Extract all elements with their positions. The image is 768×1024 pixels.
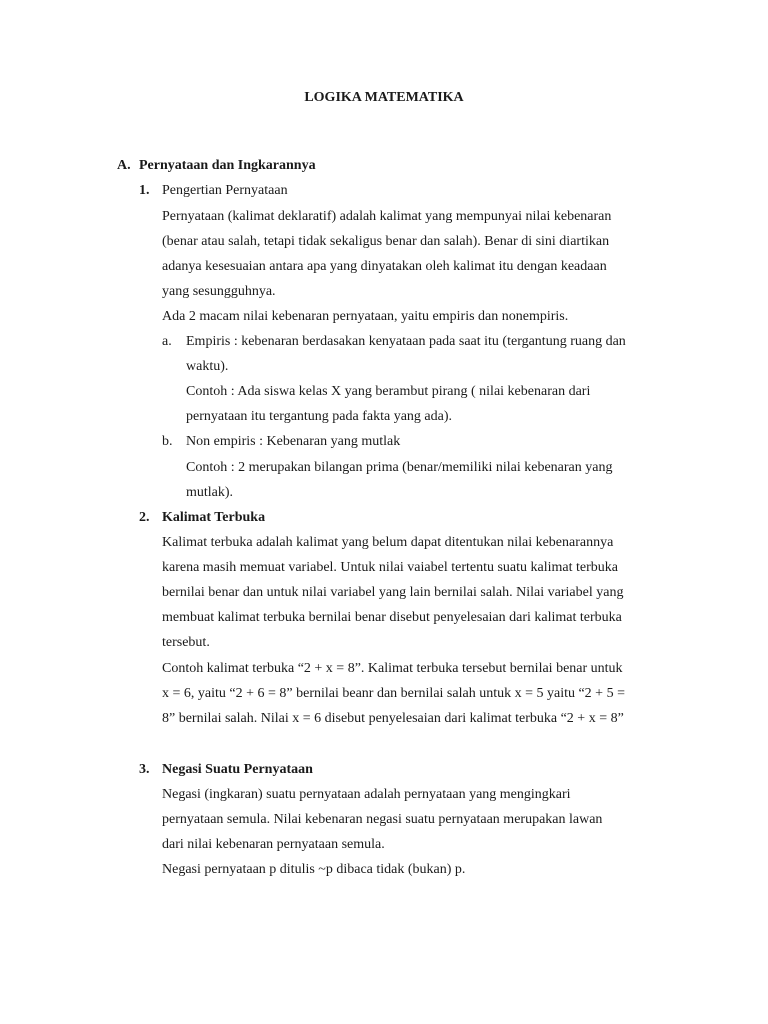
item-2-marker: 2.	[139, 510, 150, 525]
sub-item-a-line: waktu).	[186, 359, 229, 374]
item-3-heading: Negasi Suatu Pernyataan	[162, 762, 313, 777]
sub-item-a-line: Contoh : Ada siswa kelas X yang berambut pirang ( nilai kebenaran dari	[186, 384, 591, 399]
item-3-paragraph-2: Negasi pernyataan p ditulis ~p dibaca tidak (bukan) p.	[162, 862, 466, 877]
item-2-paragraph-line: membuat kalimat terbuka bernilai benar disebut penyelesaian dari kalimat terbuka	[162, 610, 622, 625]
item-2-example-line: Contoh kalimat terbuka “2 + x = 8”. Kalimat terbuka tersebut bernilai benar untuk	[162, 661, 623, 676]
item-1-paragraph-line: (benar atau salah, tetapi tidak sekaligus benar dan salah). Benar di sini diartikan	[162, 234, 610, 249]
sub-item-b-line: Contoh : 2 merupakan bilangan prima (benar/memiliki nilai kebenaran yang	[186, 460, 613, 475]
item-2-heading: Kalimat Terbuka	[162, 510, 266, 525]
item-3-paragraph-line: pernyataan semula. Nilai kebenaran negasi suatu pernyataan merupakan lawan	[162, 812, 603, 827]
item-2-paragraph-line: bernilai benar dan untuk nilai variabel yang lain bernilai salah. Nilai variabel yang	[162, 585, 624, 600]
item-3-paragraph-line: dari nilai kebenaran pernyataan semula.	[162, 837, 385, 852]
sub-item-b-line: mutlak).	[186, 485, 234, 500]
item-1-marker: 1.	[139, 183, 150, 198]
item-2-example-line: x = 6, yaitu “2 + 6 = 8” bernilai beanr dan bernilai salah untuk x = 5 yaitu “2 + 5 =	[162, 686, 625, 701]
section-a-marker: A.	[117, 158, 131, 173]
item-1-paragraph-line: yang sesungguhnya.	[162, 284, 276, 299]
item-3-paragraph-line: Negasi (ingkaran) suatu pernyataan adalah pernyataan yang mengingkari	[162, 787, 571, 802]
sub-item-b-line: Non empiris : Kebenaran yang mutlak	[186, 434, 401, 449]
sub-item-a-line: Empiris : kebenaran berdasakan kenyataan pada saat itu (tergantung ruang dan	[186, 334, 626, 349]
sub-item-a-line: pernyataan itu tergantung pada fakta yang ada).	[186, 409, 453, 424]
sub-item-b-marker: b.	[162, 434, 173, 449]
item-2-paragraph-line: Kalimat terbuka adalah kalimat yang belum dapat ditentukan nilai kebenarannya	[162, 535, 614, 550]
section-a-heading: Pernyataan dan Ingkarannya	[139, 158, 316, 173]
item-2-paragraph-line: tersebut.	[162, 635, 210, 650]
item-3-marker: 3.	[139, 762, 150, 777]
item-1-heading: Pengertian Pernyataan	[162, 183, 288, 198]
item-1-paragraph-line: adanya kesesuaian antara apa yang dinyatakan oleh kalimat itu dengan keadaan	[162, 259, 607, 274]
item-2-example-line: 8” bernilai salah. Nilai x = 6 disebut penyelesaian dari kalimat terbuka “2 + x = 8”	[162, 711, 624, 726]
document-title: LOGIKA MATEMATIKA	[304, 90, 464, 105]
sub-item-a-marker: a.	[162, 334, 172, 349]
item-1-paragraph-line: Pernyataan (kalimat deklaratif) adalah kalimat yang mempunyai nilai kebenaran	[162, 209, 612, 224]
item-1-paragraph-2: Ada 2 macam nilai kebenaran pernyataan, yaitu empiris dan nonempiris.	[162, 309, 569, 324]
item-2-paragraph-line: karena masih memuat variabel. Untuk nilai vaiabel tertentu suatu kalimat terbuka	[162, 560, 619, 575]
